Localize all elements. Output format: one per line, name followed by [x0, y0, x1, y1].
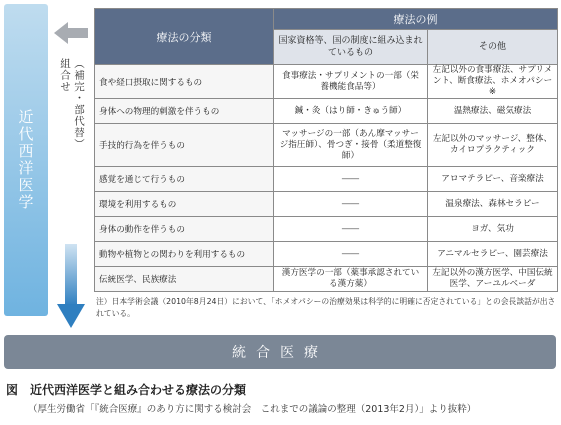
- other-cell: 左記以外の漢方医学、中国伝統医学、アーユルベーダ: [428, 267, 558, 292]
- national-cell: マッサージの一部（あん摩マッサージ指圧師）、骨つぎ・接骨（柔道整復師）: [274, 124, 428, 167]
- down-arrow-icon: [56, 244, 86, 330]
- subheader-other: その他: [428, 30, 558, 65]
- other-cell: 左記以外の食事療法、サプリメント、断食療法、ホメオパシー※: [428, 65, 558, 99]
- national-cell: ――: [274, 167, 428, 192]
- therapy-classification-table: [94, 8, 558, 292]
- figure-caption-title: 図 近代西洋医学と組み合わせる療法の分類: [6, 383, 247, 397]
- category-cell: 動物や植物との関わりを利用するもの: [95, 242, 274, 267]
- category-cell: 環境を利用するもの: [95, 192, 274, 217]
- other-cell: アニマルセラピー、園芸療法: [428, 242, 558, 267]
- table-row: [95, 242, 558, 267]
- other-cell: 温泉療法、森林セラピー: [428, 192, 558, 217]
- western-medicine-label: 近代西洋医学: [16, 109, 35, 211]
- national-cell: 食事療法・サプリメントの一部（栄養機能食品等）: [274, 65, 428, 99]
- category-cell: 身体への物理的刺激を伴うもの: [95, 99, 274, 124]
- other-cell: アロマテラピー、音楽療法: [428, 167, 558, 192]
- footnote: 注）日本学術会議（2010年8月24日）において、「ホメオパシーの治療効果は科学的に明確に否定されている」との会長談話が出されている。: [96, 297, 556, 318]
- national-cell: ――: [274, 242, 428, 267]
- category-cell: 食や経口摂取に関するもの: [95, 65, 274, 99]
- national-cell: ――: [274, 217, 428, 242]
- header-examples: 療法の例: [274, 9, 558, 30]
- other-cell: 温熱療法、磁気療法: [428, 99, 558, 124]
- other-cell: 左記以外のマッサージ、整体、カイロプラクティック: [428, 124, 558, 167]
- header-classification: 療法の分類: [95, 9, 274, 65]
- western-medicine-bar: [4, 4, 48, 316]
- other-cell: ヨガ、気功: [428, 217, 558, 242]
- integrated-medicine-band: 統合医療: [4, 335, 556, 369]
- table-row: [95, 124, 558, 167]
- table-row: [95, 167, 558, 192]
- left-arrow-icon: [54, 20, 90, 46]
- table-row: [95, 217, 558, 242]
- category-cell: 身体の動作を伴うもの: [95, 217, 274, 242]
- figure-caption-source: （厚生労働省「『統合医療』のあり方に関する検討会 これまでの議論の整理（2013年2月）」より抜粋）: [28, 404, 477, 415]
- combination-paren-label: （補完・部代替）: [73, 58, 85, 150]
- table-row: [95, 192, 558, 217]
- national-cell: ――: [274, 192, 428, 217]
- table-row: [95, 99, 558, 124]
- national-cell: 鍼・灸（はり師・きゅう師）: [274, 99, 428, 124]
- category-cell: 感覚を通じて行うもの: [95, 167, 274, 192]
- subheader-national: 国家資格等、国の制度に組み込まれているもの: [274, 30, 428, 65]
- national-cell: 漢方医学の一部（薬事承認されている漢方薬）: [274, 267, 428, 292]
- table-row: [95, 65, 558, 99]
- table-row: [95, 267, 558, 292]
- category-cell: 手技的行為を伴うもの: [95, 124, 274, 167]
- category-cell: 伝統医学、民族療法: [95, 267, 274, 292]
- combination-label: 組合せ: [59, 58, 71, 93]
